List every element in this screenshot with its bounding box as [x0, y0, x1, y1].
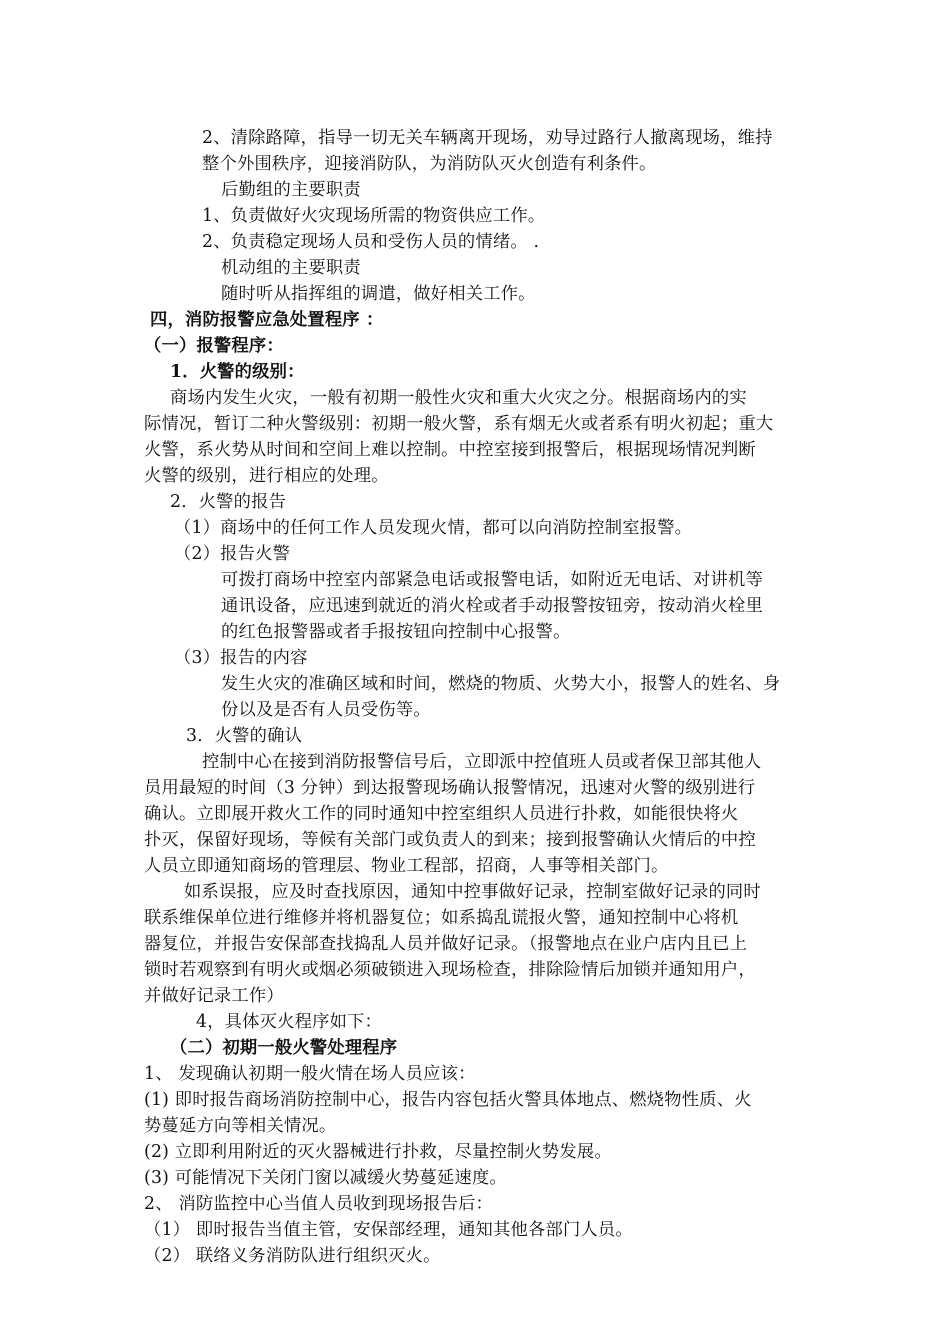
text-line: 人员立即通知商场的管理层、物业工程部，招商，人事等相关部门。 [144, 856, 669, 876]
text-line: 份以及是否有人员受伤等。 [221, 700, 431, 720]
text-line: 可拨打商场中控室内部紧急电话或报警电话，如附近无电话、对讲机等 [221, 570, 763, 590]
text-line: 火警的级别，进行相应的处理。 [144, 466, 389, 486]
text-line: (1) 即时报告商场消防控制中心，报告内容包括火警具体地点、燃烧物性质、火 [144, 1090, 752, 1110]
text-line: 机动组的主要职责 [221, 258, 361, 278]
section-heading: 四，消防报警应急处置程序 ： [150, 310, 384, 330]
text-line: （1） 即时报告当值主管，安保部经理，通知其他各部门人员。 [144, 1220, 633, 1240]
text-line: 器复位，并报告安保部查找捣乱人员并做好记录。（报警地点在业户店内且已上 [144, 934, 748, 954]
text-line: 随时听从指挥组的调遣，做好相关工作。 [221, 284, 536, 304]
text-line: (2) 立即利用附近的灭火器械进行扑救，尽量控制火势发展。 [144, 1142, 612, 1162]
text-line: 员用最短的时间（3 分钟）到达报警现场确认报警情况，迅速对火警的级别进行 [144, 778, 756, 798]
text-line: 2、 消防监控中心当值人员收到现场报告后： [144, 1194, 494, 1214]
text-line: 1、负责做好火灾现场所需的物资供应工作。 [202, 206, 546, 226]
text-line: 势蔓延方向等相关情况。 [144, 1116, 337, 1136]
text-line: 锁时若观察到有明火或烟必须破锁进入现场检查，排除险情后加锁并通知用户， [144, 960, 756, 980]
text-line: （3）报告的内容 [174, 648, 308, 668]
text-line: 如系误报，应及时查找原因，通知中控事做好记录，控制室做好记录的同时 [184, 882, 761, 902]
text-line: （2） 联络义务消防队进行组织灭火。 [144, 1246, 441, 1266]
text-line: （1）商场中的任何工作人员发现火情，都可以向消防控制室报警。 [174, 518, 693, 538]
text-line: (3) 可能情况下关闭门窗以减缓火势蔓延速度。 [144, 1168, 507, 1188]
text-line: 2、清除路障，指导一切无关车辆离开现场，劝导过路行人撤离现场，维持 [202, 128, 773, 148]
text-line: （2）报告火警 [174, 544, 291, 564]
text-line: 后勤组的主要职责 [221, 180, 361, 200]
text-line: 扑灭，保留好现场，等候有关部门或负责人的到来；接到报警确认火情后的中控 [144, 830, 756, 850]
text-line: 通讯设备，应迅速到就近的消火栓或者手动报警按钮旁，按动消火栓里 [221, 596, 763, 616]
text-line: 3．火警的确认 [186, 726, 303, 746]
subsection-heading: （一）报警程序： [144, 336, 284, 356]
subsection-heading: （二）初期一般火警处理程序 [170, 1038, 398, 1058]
text-line: 际情况，暂订二种火警级别：初期一般火警，系有烟无火或者系有明火初起；重大 [144, 414, 774, 434]
item-heading: 1．火警的级别： [170, 362, 305, 382]
text-line: 确认。立即展开救火工作的同时通知中控室组织人员进行扑救，如能很快将火 [144, 804, 739, 824]
text-line: 整个外围秩序，迎接消防队，为消防队灭火创造有利条件。 [202, 154, 657, 174]
text-line: 发生火灾的准确区域和时间，燃烧的物质、火势大小，报警人的姓名、身 [221, 674, 781, 694]
text-line: 并做好记录工作） [144, 986, 284, 1006]
text-line: 商场内发生火灾，一般有初期一般性火灾和重大火灾之分。根据商场内的实 [170, 388, 747, 408]
text-line: 2．火警的报告 [170, 492, 287, 512]
text-line: 1、 发现确认初期一般火情在场人员应该： [144, 1064, 476, 1084]
text-line: 联系维保单位进行维修并将机器复位；如系捣乱谎报火警，通知控制中心将机 [144, 908, 739, 928]
text-line: 2、负责稳定现场人员和受伤人员的情绪。 . [202, 232, 540, 252]
text-line: 火警，系火势从时间和空间上难以控制。中控室接到报警后，根据现场情况判断 [144, 440, 756, 460]
text-line: 的红色报警器或者手报按钮向控制中心报警。 [221, 622, 571, 642]
text-line: 4，具体灭火程序如下： [196, 1012, 383, 1032]
text-line: 控制中心在接到消防报警信号后，立即派中控值班人员或者保卫部其他人 [202, 752, 762, 772]
